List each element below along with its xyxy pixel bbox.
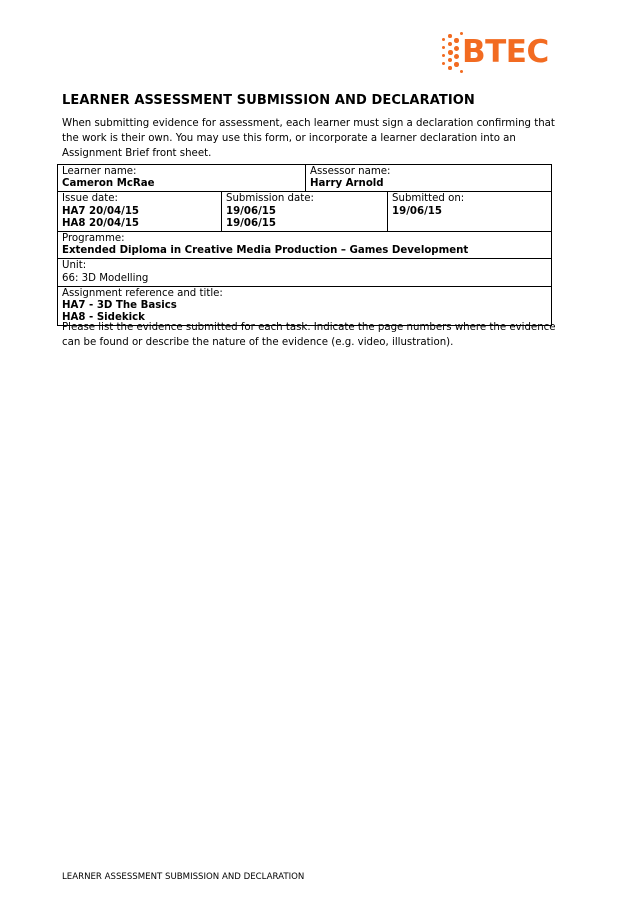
table-row (58, 165, 552, 192)
programme-cell (58, 232, 552, 259)
logo-dot (448, 42, 452, 46)
logo-dot (442, 54, 445, 57)
assessor-name-cell (306, 165, 552, 192)
learner-name-cell (58, 165, 306, 192)
assessor-name-label: Assessor name: (310, 166, 391, 177)
table-row (58, 192, 552, 232)
page-title: LEARNER ASSESSMENT SUBMISSION AND DECLARATION (62, 93, 475, 108)
submitted-on-label: Submitted on: (392, 193, 465, 205)
intro-paragraph: When submitting evidence for assessment, each learner must sign a declaration confirming that the work is their own. You may use this form, or incorporate a learner declaration into an Assignment Brief front sheet. (62, 118, 555, 159)
logo-dot (454, 54, 459, 59)
logo-dot (454, 38, 459, 43)
submission-form-table (57, 164, 552, 326)
table-row (58, 232, 552, 259)
assignment-value: HA8 - Sidekick (62, 312, 145, 324)
unit-value: 66: 3D Modelling (62, 272, 149, 284)
table-row (58, 259, 552, 286)
submitted-on-value: 19/06/15 (392, 205, 442, 217)
submission-date-value: 19/06/15 (226, 217, 276, 229)
btec-logo (440, 30, 580, 74)
unit-label: Unit: (62, 260, 87, 272)
learner-name-label: Learner name: (62, 166, 137, 177)
submitted-on-cell (388, 192, 552, 232)
issue-date-value: HA8 20/04/15 (62, 217, 140, 229)
logo-dot (442, 62, 445, 65)
logo-dot (448, 58, 452, 62)
logo-dot (454, 62, 459, 67)
issue-date-cell (58, 192, 222, 232)
programme-label: Programme: (62, 233, 125, 245)
submission-date-cell (222, 192, 388, 232)
unit-cell (58, 259, 552, 286)
learner-name-value: Cameron McRae (62, 178, 155, 190)
issue-date-label: Issue date: (62, 193, 118, 205)
assessor-name-value: Harry Arnold (310, 178, 384, 190)
logo-dot (442, 46, 445, 49)
logo-dot (448, 66, 452, 70)
assignment-label: Assignment reference and title: (62, 287, 223, 299)
logo-dot (454, 46, 459, 51)
logo-text: BTEC (462, 34, 549, 70)
evidence-instructions: Please list the evidence submitted for each task. Indicate the page numbers where the evidence can be found or describe the nature of the evidence (e.g. video, illustration). (62, 322, 556, 348)
logo-dot (442, 38, 445, 41)
submission-date-label: Submission date: (226, 193, 314, 205)
assignment-value: HA7 - 3D The Basics (62, 300, 177, 312)
page-footer: LEARNER ASSESSMENT SUBMISSION AND DECLARATION (62, 872, 305, 882)
logo-dot (448, 50, 453, 55)
issue-date-value: HA7 20/04/15 (62, 205, 140, 217)
programme-value: Extended Diploma in Creative Media Production – Games Development (62, 245, 469, 257)
logo-dot (448, 34, 452, 38)
submission-date-value: 19/06/15 (226, 205, 276, 217)
